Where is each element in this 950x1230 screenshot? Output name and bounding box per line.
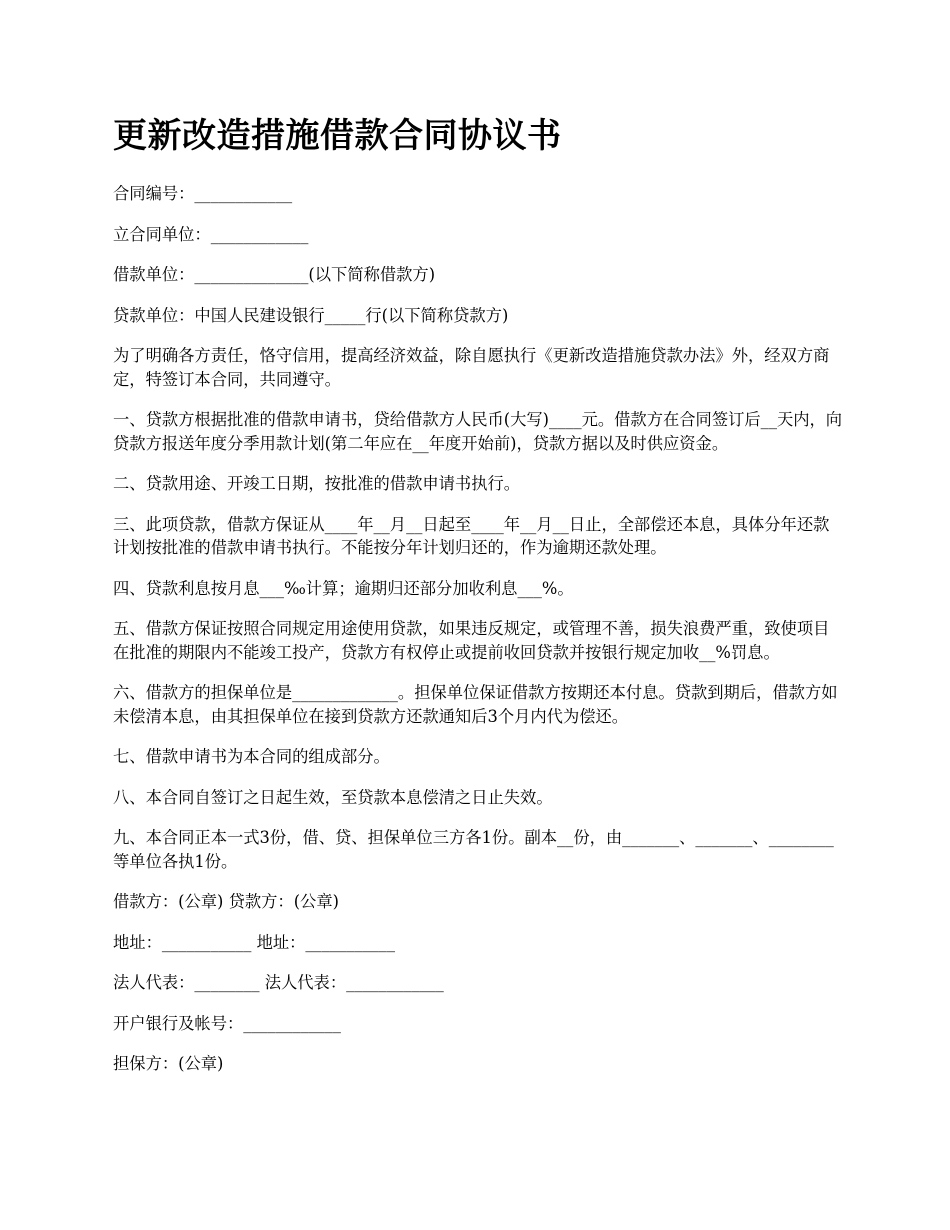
document-title: 更新改造措施借款合同协议书 bbox=[113, 116, 562, 156]
clause-3: 三、此项贷款，借款方保证从____年__月__日起至____年__月__日止，全部偿还本息，具体分年还款计划按批准的借款申请书执行。不能按分年计划归还的，作为逾期还款处理。 bbox=[113, 514, 830, 557]
signature-parties: 借款方：(公章) 贷款方：(公章) bbox=[113, 892, 339, 911]
clause-7: 七、借款申请书为本合同的组成部分。 bbox=[113, 747, 390, 766]
signature-legal-rep: 法人代表：________ 法人代表：____________ bbox=[113, 973, 444, 992]
contract-number: 合同编号：____________ bbox=[113, 184, 293, 203]
clause-5: 五、借款方保证按照合同规定用途使用贷款，如果违反规定，或管理不善，损失浪费严重，致使项目在批准的期限内不能竣工投产，贷款方有权停止或提前收回贷款并按银行规定加收__%罚息。 bbox=[113, 619, 830, 662]
contracting-unit: 立合同单位：____________ bbox=[113, 224, 309, 244]
clause-9: 九、本合同正本一式3份，借、贷、担保单位三方各1份。副本__份，由_______、_______、________等单位各执1份。 bbox=[113, 828, 834, 871]
document-page bbox=[113, 112, 843, 1093]
clause-6: 六、借款方的担保单位是_____________。担保单位保证借款方按期还本付息。贷款到期后，借款方如未偿清本息，由其担保单位在接到贷款方还款通知后3个月内代为偿还。 bbox=[113, 683, 838, 726]
clause-2: 二、贷款用途、开竣工日期，按批准的借款申请书执行。 bbox=[113, 474, 521, 493]
signature-bank-account: 开户银行及帐号：____________ bbox=[113, 1013, 341, 1033]
clause-4: 四、贷款利息按月息___‰计算；逾期归还部分加收利息___%。 bbox=[113, 578, 574, 598]
signature-address: 地址：___________ 地址：___________ bbox=[113, 932, 395, 952]
preamble-paragraph: 为了明确各方责任，恪守信用，提高经济效益，除自愿执行《更新改造措施贷款办法》外，经双方商定，特签订本合同，共同遵守。 bbox=[113, 346, 830, 389]
clause-1: 一、贷款方根据批准的借款申请书，贷给借款方人民币(大写)____元。借款方在合同签订后__天内，向贷款方报送年度分季用款计划(第二年应在__年度开始前)，贷款方据以及时供应资金。 bbox=[113, 410, 843, 453]
clause-8: 八、本合同自签订之日起生效，至贷款本息偿清之日止失效。 bbox=[113, 787, 553, 807]
lender-unit: 贷款单位：中国人民建设银行_____行(以下简称贷款方) bbox=[113, 305, 509, 325]
borrower-unit: 借款单位：______________(以下简称借款方) bbox=[113, 265, 436, 284]
signature-guarantor: 担保方：(公章) bbox=[113, 1054, 224, 1073]
